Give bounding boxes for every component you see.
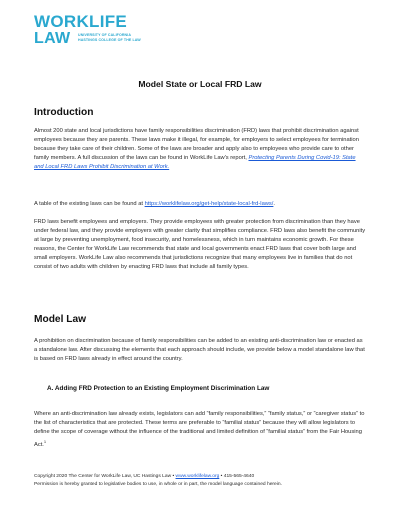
logo-subtitle-college: HASTINGS COLLEGE OF THE LAW	[78, 38, 141, 42]
introduction-paragraph-1	[34, 127, 366, 172]
introduction-heading: Introduction	[34, 107, 94, 118]
footer-phone: • 415-565-4640	[219, 474, 255, 479]
footnote-marker[interactable]: 1	[43, 439, 47, 445]
model-law-paragraph-1: A prohibition on discrimination because of family responsibilities can be added to an existing anti-discrimination law or enacted as a standalone law. After discussing the elements that each approach should include, we provide below a model standalone law that is based on FRD laws already in effect around the country.	[34, 338, 365, 363]
footer-website-link[interactable]: www.worklifelaw.org	[175, 474, 220, 479]
model-law-heading: Model Law	[34, 314, 87, 325]
laws-table-link[interactable]: https://worklifelaw.org/get-help/state-local-frd-laws/	[144, 201, 274, 207]
logo-line-worklife: WORKLIFE	[34, 12, 128, 31]
table-text-end: .	[273, 201, 276, 207]
footer-copyright: Copyright 2020 The Center for WorkLife Law, UC Hastings Law •	[34, 474, 176, 479]
footer	[34, 473, 364, 488]
model-law-paragraph-2-text: Where an anti-discrimination law already exists, legislators can add “family responsibilities,” “family status,” or “caregiver status” to the list of characteristics that are protected. These terms are preferable to “familial status” because they will allow legislators to define the scope of coverage without the influence of the traditional and limited definition of “familial status” from the Fair Housing Act.	[34, 411, 365, 449]
logo-line-law: LAW	[34, 30, 71, 47]
introduction-paragraph-3: FRD laws benefit employees and employers. They provide employees with greater protection from discrimination than they have under federal law, and they provide employers with greater clarity that simplifies compliance. FRD laws also benefit the community at large by preventing unemployment, food insecurity, and homelessness, which in turn maintains economic growth. For these reasons, the Center for WorkLife Law recommends that state and local governments enact FRD laws that cover both large and small employers. WorkLife Law also recommends that jurisdictions recognize that many employees live in families that do not consist of two adults with children by enacting FRD laws that include all family types.	[34, 219, 366, 271]
report-link[interactable]: Protecting Parents During Covid-19: State and Local FRD Laws Prohibit Discrimination at Work.	[34, 155, 356, 171]
table-text: A table of the existing laws can be found at	[34, 201, 145, 207]
document-title: Model State or Local FRD Law	[138, 79, 262, 89]
introduction-paragraph-1-text: Almost 200 state and local jurisdictions have family responsibilities discrimination (FRD) laws that prohibit discrimination against employees because they are parents. These laws make it illegal, for example, for employers to select employees for termination because they take care of their children. Some of the laws are broader and apply also to employees who provide care to other family members. A full discussion of the laws can be found in WorkLife Law's report,	[34, 128, 359, 162]
model-law-paragraph-2	[34, 410, 366, 450]
worklife-law-logo	[34, 13, 194, 49]
footer-permission: Permission is hereby granted to legislative bodies to use, in whole or in part, the model language contained herein.	[34, 481, 282, 487]
logo-subtitle-university: UNIVERSITY OF CALIFORNIA	[78, 33, 132, 37]
introduction-paragraph-2	[34, 200, 366, 209]
subsection-a-heading: A. Adding FRD Protection to an Existing Employment Discrimination Law	[47, 385, 270, 392]
